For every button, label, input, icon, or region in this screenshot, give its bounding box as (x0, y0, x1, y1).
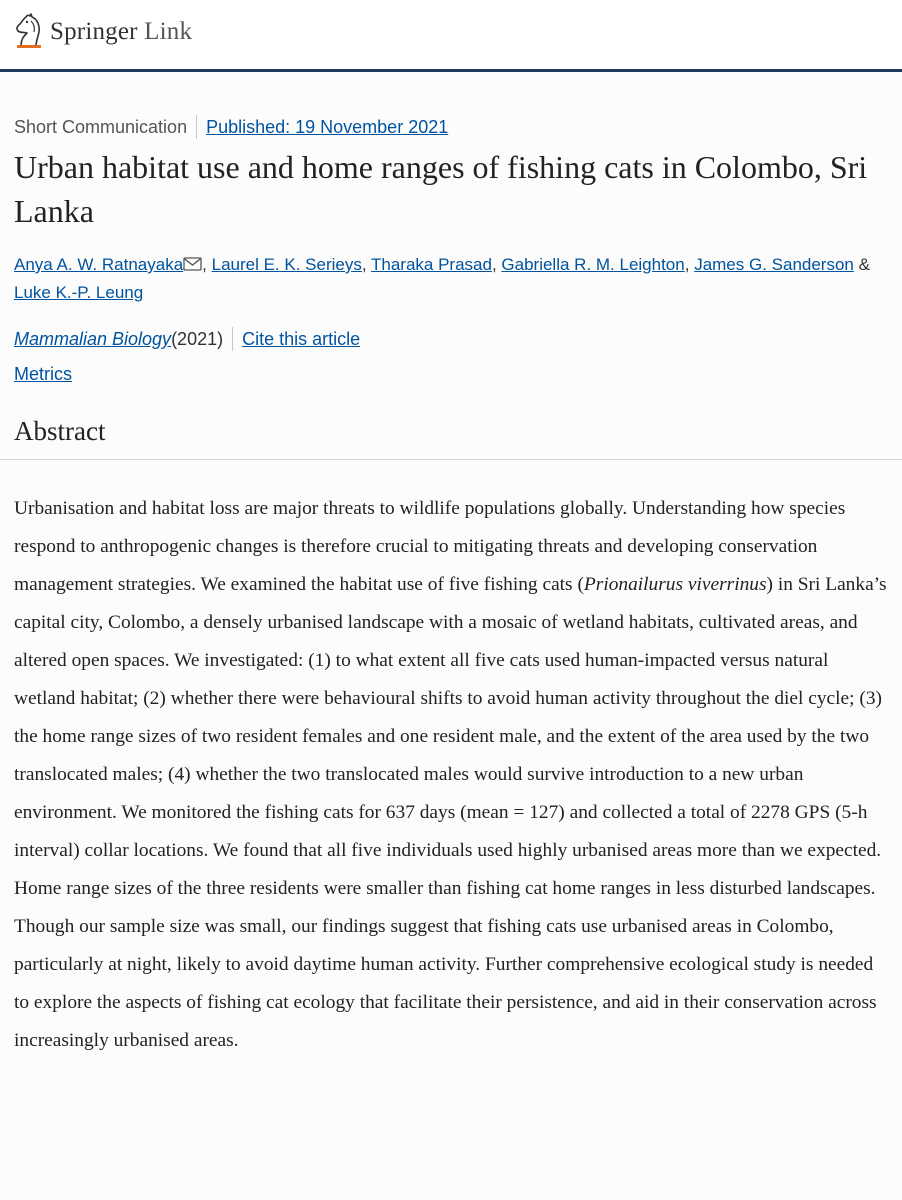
author-separator: , (684, 255, 695, 274)
article-meta (14, 115, 888, 139)
mail-icon[interactable] (183, 257, 202, 271)
abstract-part-2: ) in Sri Lanka’s capital city, Colombo, a densely urbanised landscape with a mosaic of wetland habitats, cultivated areas, and altered open spaces. We investigated: (1) to what extent all five cats used human-impacted versus natural wetland habitat; (2) whether there were behavioural shifts to avoid human activity throughout the diel cycle; (3) the home range sizes of two resident females and one resident male, and the extent of the area used by the two translocated males; (4) whether the two translocated males would survive introduction to a new urban environment. We monitored the fishing cats for 637 days (mean = 127) and collected a total of 2278 GPS (5-h interval) collar locations. We found that all five individuals used highly urbanised areas more than we expected. Home range sizes of the three residents were smaller than fishing cat home ranges in less disturbed landscapes. Though our sample size was small, our findings suggest that fishing cats use urbanised areas in Colombo, particularly at night, likely to avoid daytime human activity. Further comprehensive ecological study is needed to explore the aspects of fishing cat ecology that facilitate their persistence, and aid in their conservation across increasingly urbanised areas. (14, 574, 887, 1051)
journal-info (14, 327, 888, 351)
author-separator: , (202, 255, 212, 274)
meta-divider (232, 327, 233, 351)
author-link[interactable]: Anya A. W. Ratnayaka (14, 255, 184, 274)
metrics-row (14, 362, 888, 386)
springer-link-logo[interactable] (12, 13, 192, 49)
article-title: Urban habitat use and home ranges of fishing cats in Colombo, Sri Lanka (14, 149, 868, 229)
meta-divider (196, 115, 197, 139)
metrics-link[interactable]: Metrics (14, 364, 72, 384)
author-link[interactable]: Tharaka Prasad (371, 255, 492, 274)
cite-article-link[interactable]: Cite this article (242, 329, 361, 349)
author-separator: , (361, 255, 371, 274)
author-link[interactable]: Laurel E. K. Serieys (211, 255, 362, 274)
chess-knight-icon (12, 13, 46, 49)
author-separator: & (853, 255, 870, 274)
abstract-text (14, 490, 888, 1060)
publication-year: (2021) (171, 329, 224, 349)
species-name: Prionailurus viverrinus (583, 574, 767, 595)
article-type: Short Communication (14, 117, 188, 137)
abstract-part-1: Urbanisation and habitat loss are major threats to wildlife populations globally. Understanding how species respond to anthropogenic changes is therefore crucial to mitigating threats and developing conservation management strategies. We examined the habitat use of five fishing cats ( (14, 498, 846, 595)
author-separator: , (491, 255, 502, 274)
author-link[interactable]: Gabriella R. M. Leighton (501, 255, 685, 274)
author-link[interactable]: Luke K.-P. Leung (14, 283, 144, 302)
journal-link[interactable]: Mammalian Biology (14, 329, 172, 349)
author-link[interactable]: James G. Sanderson (694, 255, 854, 274)
site-header (0, 0, 902, 72)
article-page (0, 115, 902, 1060)
brand-name: Springer Link (50, 17, 193, 45)
author-list (14, 251, 888, 307)
published-date-link[interactable]: Published: 19 November 2021 (206, 117, 449, 137)
abstract-heading: Abstract (0, 386, 902, 460)
